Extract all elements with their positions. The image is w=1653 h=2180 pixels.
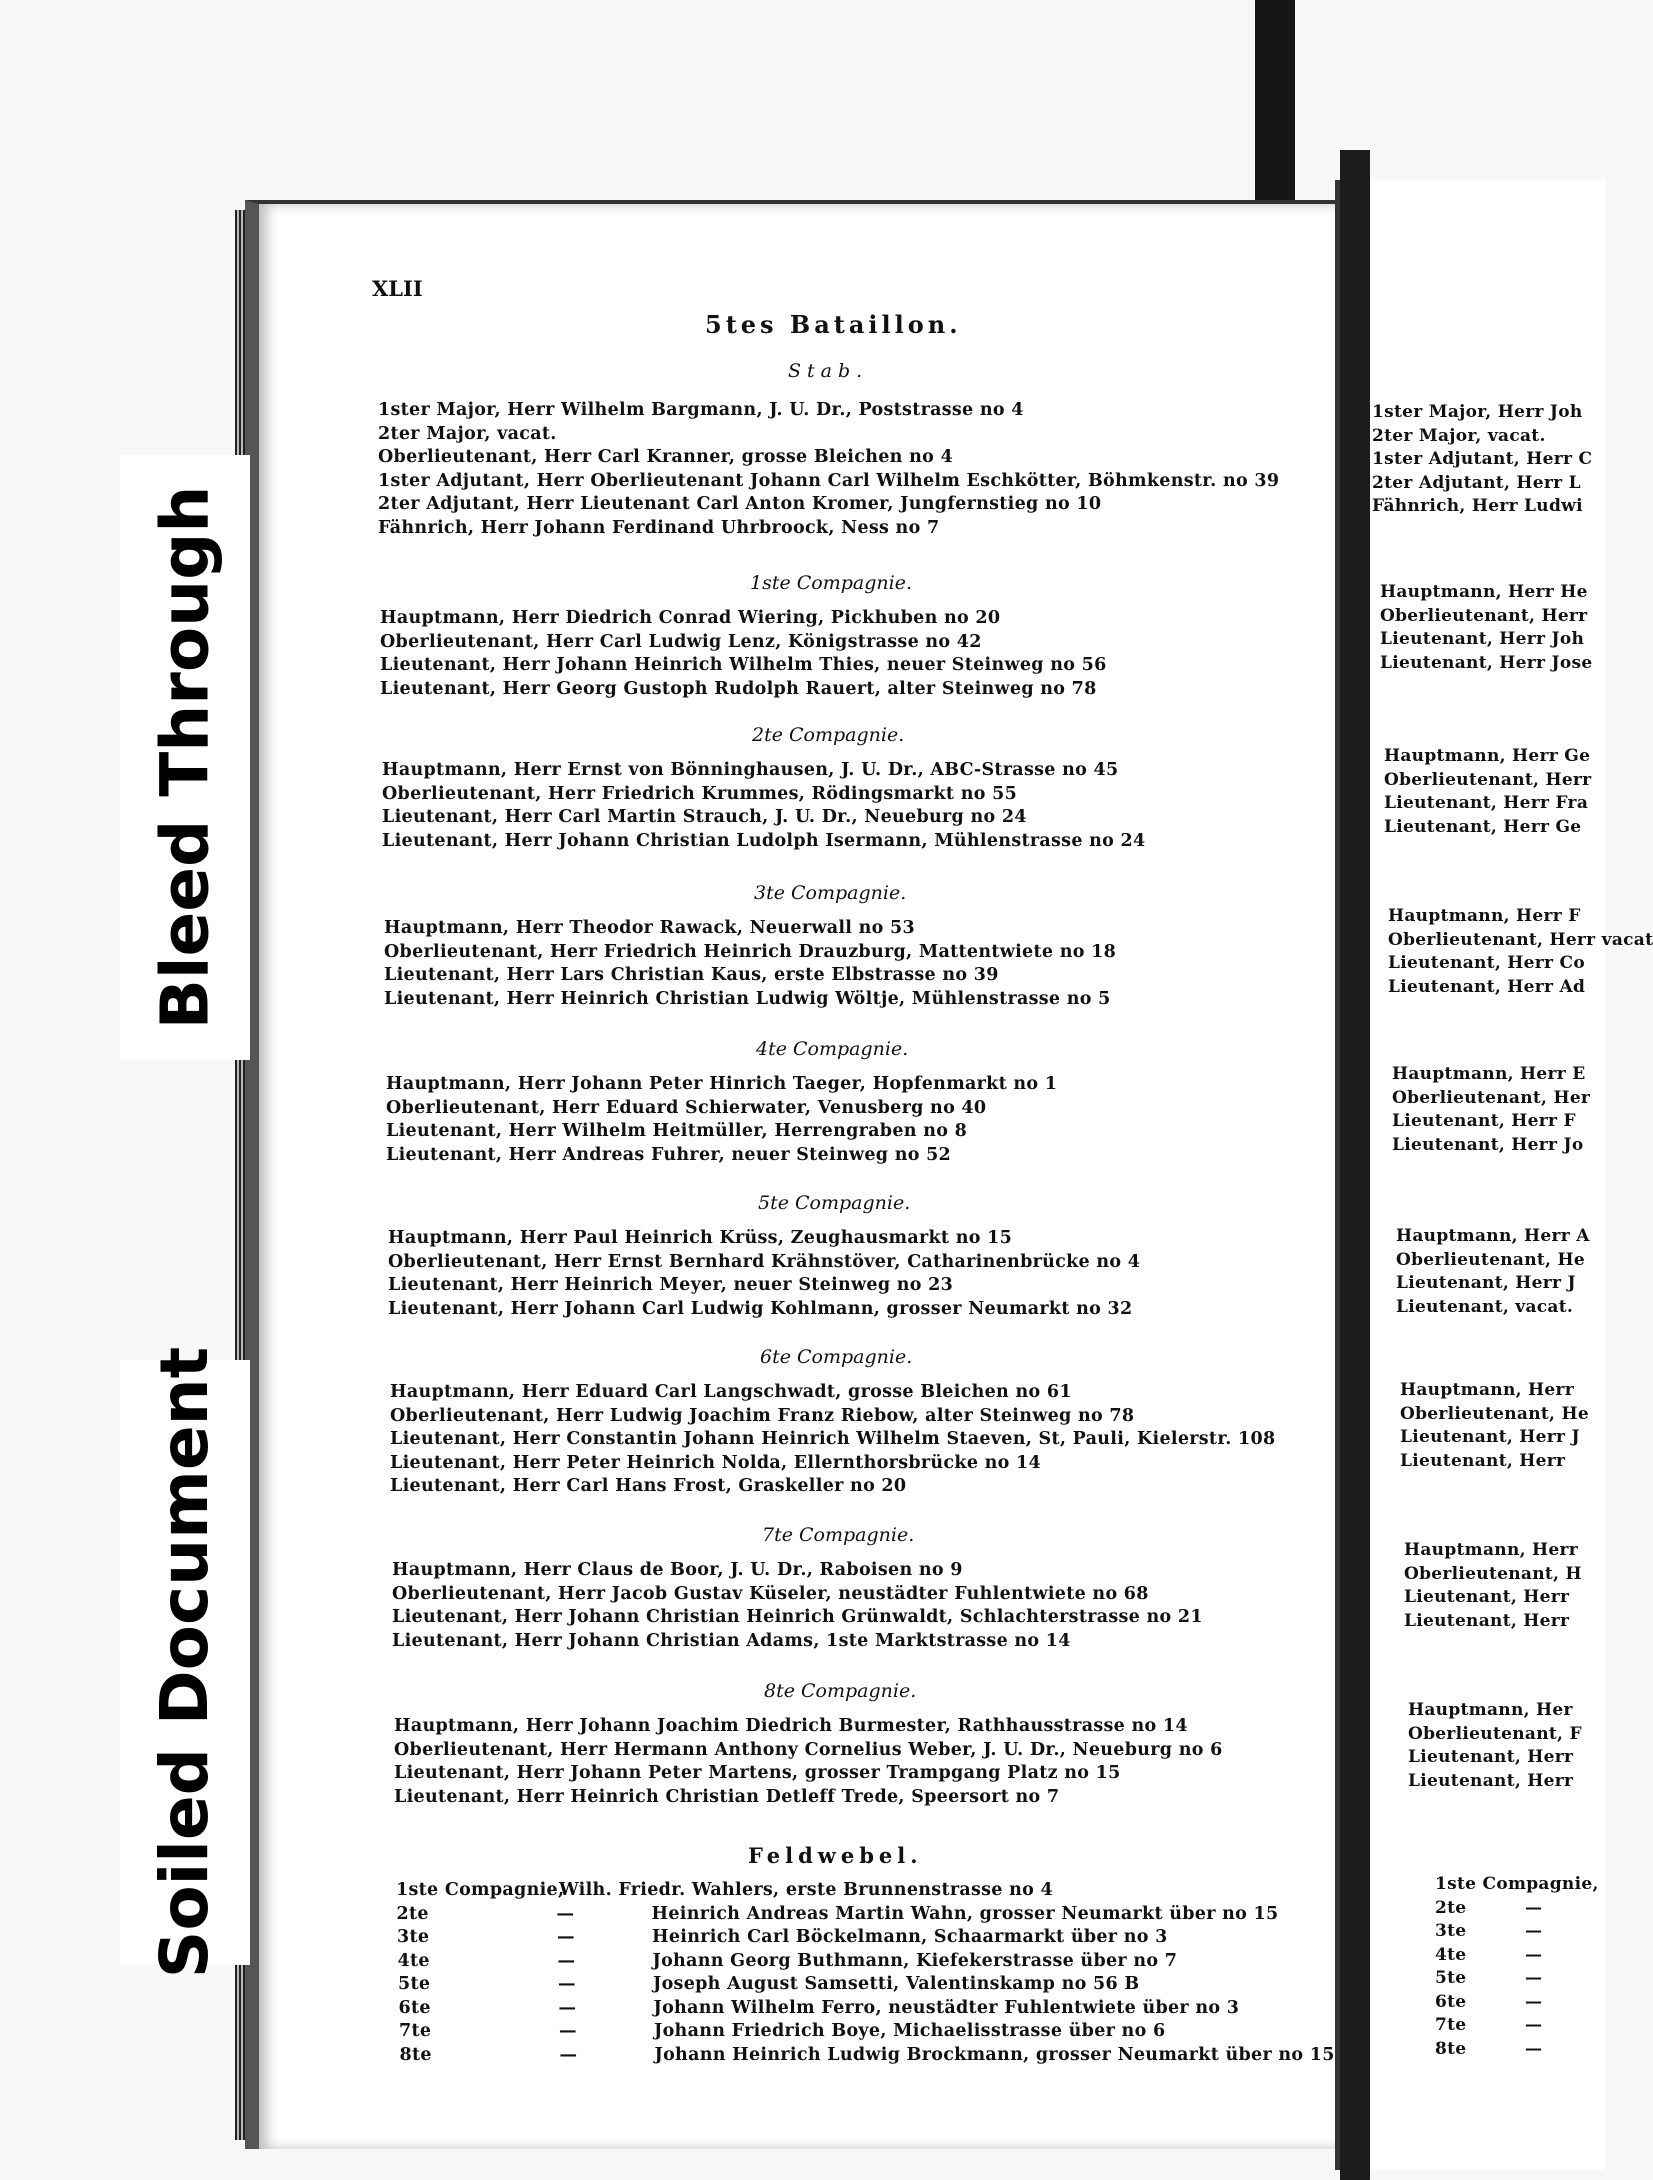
feldwebel-entry: Heinrich Carl Böckelmann, Schaarmarkt über no 3 xyxy=(652,1927,1168,1947)
right-roster-line: Oberlieutenant, H xyxy=(1404,1563,1582,1584)
feldwebel-rank: 7te xyxy=(1435,2015,1467,2035)
feldwebel-rank: 2te xyxy=(396,1903,429,1924)
roster-line: Hauptmann, Herr Johann Joachim Diedrich Burmester, Rathhausstrasse no 14 xyxy=(394,1716,1188,1736)
roster-line: Lieutenant, Herr Johann Christian Heinrich Grünwaldt, Schlachterstrasse no 21 xyxy=(392,1607,1203,1627)
right-roster-line: Lieutenant, Herr Ge xyxy=(1384,816,1582,837)
roster-line: Oberlieutenant, Herr Friedrich Krummes, Rödingsmarkt no 55 xyxy=(382,783,1018,804)
right-roster-line: Oberlieutenant, He xyxy=(1400,1403,1589,1424)
soiled-document-label xyxy=(120,1346,250,1979)
section-title-company: 5te Compagnie. xyxy=(758,1192,911,1214)
feldwebel-dash: — xyxy=(557,1950,576,1971)
right-roster-line: 2ter Adjutant, Herr L xyxy=(1372,472,1581,493)
soiled-document-label-text: Soiled Document xyxy=(146,1346,224,1979)
feldwebel-rank: 4te xyxy=(397,1950,430,1971)
right-roster-line: Lieutenant, Herr Joh xyxy=(1380,629,1585,649)
right-roster-line: Hauptmann, Herr xyxy=(1404,1540,1579,1560)
roster-line: Hauptmann, Herr Theodor Rawack, Neuerwall no 53 xyxy=(384,918,915,938)
page-number: XLII xyxy=(372,276,423,301)
right-roster-line: Lieutenant, Herr xyxy=(1408,1770,1574,1791)
feldwebel-entry: Johann Friedrich Boye, Michaelisstrasse über no 6 xyxy=(654,2021,1166,2041)
feldwebel-entry: Johann Wilhelm Ferro, neustädter Fuhlentwiete über no 3 xyxy=(653,1997,1240,2018)
roster-line: Lieutenant, Herr Peter Heinrich Nolda, Ellernthorsbrücke no 14 xyxy=(390,1452,1041,1473)
feldwebel-dash: — xyxy=(558,1974,576,1994)
roster-line: Lieutenant, Herr Constantin Johann Heinrich Wilhelm Staeven, St, Pauli, Kielerstr. 108 xyxy=(390,1429,1276,1449)
roster-line: Lieutenant, Herr Georg Gustoph Rudolph Rauert, alter Steinweg no 78 xyxy=(380,678,1097,699)
right-roster-line: Hauptmann, Herr E xyxy=(1392,1064,1586,1084)
feldwebel-dash: — xyxy=(558,1997,577,2018)
right-roster-line: Hauptmann, Herr He xyxy=(1380,582,1588,602)
feldwebel-dash: — xyxy=(1525,1921,1543,1941)
right-feldwebel-row xyxy=(1435,1874,1599,1894)
feldwebel-rank: 8te xyxy=(1435,2038,1467,2059)
feldwebel-rank: 3te xyxy=(1435,1921,1467,1941)
roster-line: Lieutenant, Herr Lars Christian Kaus, erste Elbstrasse no 39 xyxy=(384,965,999,985)
right-feldwebel-row xyxy=(1435,1970,1542,1987)
feldwebel-row xyxy=(399,2044,1335,2065)
right-feldwebel-row xyxy=(1435,2017,1542,2034)
roster-line: Lieutenant, Herr Carl Hans Frost, Graskeller no 20 xyxy=(390,1476,907,1496)
right-roster-line: Lieutenant, Herr xyxy=(1404,1587,1570,1607)
feldwebel-rank: 2te xyxy=(1435,1897,1467,1918)
right-roster-line: Hauptmann, Herr F xyxy=(1388,906,1581,926)
feldwebel-row xyxy=(398,1976,1139,1994)
binding-strip xyxy=(1255,0,1295,200)
feldwebel-row xyxy=(399,2023,1165,2041)
right-roster-line: Oberlieutenant, F xyxy=(1408,1723,1582,1744)
roster-line: 2ter Adjutant, Herr Lieutenant Carl Anton Kromer, Jungfernstieg no 10 xyxy=(378,494,1102,514)
roster-line: Lieutenant, Herr Johann Christian Adams, 1ste Marktstrasse no 14 xyxy=(392,1630,1071,1651)
right-roster-line: Oberlieutenant, Herr vacat xyxy=(1388,929,1653,950)
right-feldwebel-row xyxy=(1435,1944,1543,1965)
right-roster-line: Lieutenant, Herr xyxy=(1408,1747,1574,1767)
roster-line: Oberlieutenant, Herr Ernst Bernhard Krähnstöver, Catharinenbrücke no 4 xyxy=(388,1251,1141,1272)
feldwebel-rank: 7te xyxy=(399,2021,432,2041)
right-roster-line: Lieutenant, Herr Jo xyxy=(1392,1134,1584,1155)
right-roster-line: Lieutenant, Herr xyxy=(1404,1610,1570,1631)
feldwebel-dash: — xyxy=(1525,1991,1543,2012)
roster-line: Oberlieutenant, Herr Hermann Anthony Cornelius Weber, J. U. Dr., Neueburg no 6 xyxy=(394,1739,1223,1760)
right-roster-line: Oberlieutenant, He xyxy=(1396,1249,1585,1270)
right-roster-line: 2ter Major, vacat. xyxy=(1372,425,1546,446)
feldwebel-rank: 5te xyxy=(398,1974,431,1994)
feldwebel-rank: 3te xyxy=(397,1927,430,1947)
roster-line: Oberlieutenant, Herr Carl Ludwig Lenz, Königstrasse no 42 xyxy=(380,631,982,652)
feldwebel-dash: — xyxy=(1525,2015,1543,2035)
roster-line: Lieutenant, Herr Carl Martin Strauch, J. U. Dr., Neueburg no 24 xyxy=(382,807,1027,827)
feldwebel-entry: Wilh. Friedr. Wahlers, erste Brunnenstrasse no 4 xyxy=(559,1880,1053,1900)
feldwebel-entry: Heinrich Andreas Martin Wahn, grosser Neumarkt über no 15 xyxy=(651,1903,1279,1924)
feldwebel-entry: Joseph August Samsetti, Valentinskamp no 56 B xyxy=(653,1974,1140,1994)
roster-line: 1ster Major, Herr Wilhelm Bargmann, J. U. Dr., Poststrasse no 4 xyxy=(378,400,1024,420)
roster-line: Lieutenant, Herr Andreas Fuhrer, neuer Steinweg no 52 xyxy=(386,1144,952,1165)
right-roster-line: Hauptmann, Herr Ge xyxy=(1384,746,1591,766)
right-roster-line: Oberlieutenant, Herr xyxy=(1380,605,1588,626)
right-roster-line: 1ster Adjutant, Herr C xyxy=(1372,449,1593,469)
right-roster-line: Oberlieutenant, Her xyxy=(1392,1087,1591,1108)
roster-line: Hauptmann, Herr Diedrich Conrad Wiering, Pickhuben no 20 xyxy=(380,608,1001,628)
section-title-company: 2te Compagnie. xyxy=(752,724,905,746)
roster-line: Lieutenant, Herr Johann Peter Martens, grosser Trampgang Platz no 15 xyxy=(394,1763,1121,1783)
right-roster-line: Lieutenant, Herr xyxy=(1400,1450,1566,1471)
feldwebel-dash: — xyxy=(559,2044,578,2065)
roster-line: Oberlieutenant, Herr Eduard Schierwater, Venusberg no 40 xyxy=(386,1097,987,1118)
right-roster-line: Hauptmann, Herr xyxy=(1400,1380,1575,1400)
feldwebel-dash: — xyxy=(559,2021,577,2041)
right-roster-line: Lieutenant, Herr Fra xyxy=(1384,793,1589,813)
right-roster-line: Lieutenant, Herr Ad xyxy=(1388,976,1586,997)
roster-line: Hauptmann, Herr Claus de Boor, J. U. Dr., Raboisen no 9 xyxy=(392,1560,963,1580)
feldwebel-rank: 6te xyxy=(398,1997,431,2018)
right-roster-line: Oberlieutenant, Herr xyxy=(1384,769,1592,790)
right-feldwebel-row xyxy=(1435,1897,1543,1918)
right-roster-line: 1ster Major, Herr Joh xyxy=(1372,402,1583,422)
roster-line: Oberlieutenant, Herr Ludwig Joachim Franz Riebow, alter Steinweg no 78 xyxy=(390,1405,1135,1426)
roster-line: Fähnrich, Herr Johann Ferdinand Uhrbroock, Ness no 7 xyxy=(378,517,940,538)
right-roster-line: Hauptmann, Herr A xyxy=(1396,1226,1590,1246)
feldwebel-dash: — xyxy=(1525,1968,1543,1988)
section-title-company: 3te Compagnie. xyxy=(754,882,907,904)
right-roster-line: Lieutenant, Herr J xyxy=(1400,1427,1580,1447)
right-feldwebel-row xyxy=(1435,1923,1542,1940)
feldwebel-rank: 1ste Compagnie, xyxy=(1435,1874,1599,1894)
section-title-company: 4te Compagnie. xyxy=(756,1038,909,1060)
gutter-shadow xyxy=(1340,150,1370,2180)
feldwebel-row xyxy=(398,1997,1240,2018)
feldwebel-rank: 4te xyxy=(1435,1944,1467,1965)
feldwebel-dash: — xyxy=(1525,2038,1543,2059)
right-roster-line: Lieutenant, vacat. xyxy=(1396,1296,1574,1317)
feldwebel-entry: Johann Heinrich Ludwig Brockmann, grosser Neumarkt über no 15 xyxy=(654,2044,1335,2065)
feldwebel-rank: 5te xyxy=(1435,1968,1467,1988)
right-roster-line: Lieutenant, Herr J xyxy=(1396,1273,1576,1293)
feldwebel-rank: 1ste Compagnie, xyxy=(396,1880,565,1900)
roster-line: Lieutenant, Herr Johann Christian Ludolph Isermann, Mühlenstrasse no 24 xyxy=(382,830,1146,851)
feldwebel-entry: Johann Georg Buthmann, Kiefekerstrasse über no 7 xyxy=(652,1950,1178,1971)
roster-line: Lieutenant, Herr Heinrich Christian Detleff Trede, Speersort no 7 xyxy=(394,1786,1060,1807)
right-feldwebel-row xyxy=(1435,2038,1543,2059)
feldwebel-row xyxy=(396,1882,1053,1900)
roster-line: Oberlieutenant, Herr Carl Kranner, grosse Bleichen no 4 xyxy=(378,447,953,467)
roster-line: 2ter Major, vacat. xyxy=(378,423,557,444)
roster-line: 1ster Adjutant, Herr Oberlieutenant Johann Carl Wilhelm Eschkötter, Böhmkenstr. no 39 xyxy=(378,470,1280,491)
roster-line: Hauptmann, Herr Paul Heinrich Krüss, Zeughausmarkt no 15 xyxy=(388,1228,1013,1248)
section-title-company: 1ste Compagnie. xyxy=(750,572,913,594)
right-feldwebel-row xyxy=(1435,1991,1543,2012)
page-title: 5tes Bataillon. xyxy=(705,310,962,339)
feldwebel-rank: 6te xyxy=(1435,1991,1467,2012)
roster-line: Lieutenant, Herr Heinrich Meyer, neuer Steinweg no 23 xyxy=(388,1275,954,1295)
feldwebel-dash: — xyxy=(557,1927,575,1947)
section-title-feldwebel: Feldwebel. xyxy=(748,1843,923,1868)
section-title-company: 7te Compagnie. xyxy=(762,1524,915,1546)
feldwebel-row xyxy=(397,1950,1178,1971)
feldwebel-dash: — xyxy=(1525,1897,1543,1918)
feldwebel-dash: — xyxy=(556,1903,575,1924)
feldwebel-dash: — xyxy=(1525,1944,1543,1965)
roster-line: Lieutenant, Herr Johann Carl Ludwig Kohlmann, grosser Neumarkt no 32 xyxy=(388,1298,1133,1319)
roster-line: Hauptmann, Herr Johann Peter Hinrich Taeger, Hopfenmarkt no 1 xyxy=(386,1074,1058,1094)
roster-line: Oberlieutenant, Herr Jacob Gustav Küseler, neustädter Fuhlentwiete no 68 xyxy=(392,1583,1149,1604)
roster-line: Lieutenant, Herr Heinrich Christian Ludwig Wöltje, Mühlenstrasse no 5 xyxy=(384,988,1111,1009)
roster-line: Hauptmann, Herr Ernst von Bönninghausen, J. U. Dr., ABC-Strasse no 45 xyxy=(382,760,1119,780)
section-title-stab: Stab. xyxy=(788,360,869,382)
feldwebel-rank: 8te xyxy=(399,2044,432,2065)
section-title-company: 6te Compagnie. xyxy=(760,1346,913,1368)
feldwebel-row xyxy=(397,1929,1168,1947)
bleed-through-label-text: Bleed Through xyxy=(146,485,224,1030)
roster-line: Oberlieutenant, Herr Friedrich Heinrich Drauzburg, Mattentwiete no 18 xyxy=(384,941,1117,962)
right-roster-line: Lieutenant, Herr Co xyxy=(1388,953,1585,973)
roster-line: Lieutenant, Herr Wilhelm Heitmüller, Herrengraben no 8 xyxy=(386,1121,968,1141)
right-roster-line: Fähnrich, Herr Ludwi xyxy=(1372,496,1583,516)
roster-line: Hauptmann, Herr Eduard Carl Langschwadt, grosse Bleichen no 61 xyxy=(390,1382,1072,1402)
bleed-through-label xyxy=(120,455,250,1060)
feldwebel-row xyxy=(396,1903,1279,1924)
right-roster-line: Hauptmann, Her xyxy=(1408,1700,1573,1720)
right-roster-line: Lieutenant, Herr F xyxy=(1392,1111,1576,1131)
right-roster-line: Lieutenant, Herr Jose xyxy=(1380,652,1593,673)
section-title-company: 8te Compagnie. xyxy=(764,1680,917,1702)
roster-line: Lieutenant, Herr Johann Heinrich Wilhelm Thies, neuer Steinweg no 56 xyxy=(380,655,1107,675)
